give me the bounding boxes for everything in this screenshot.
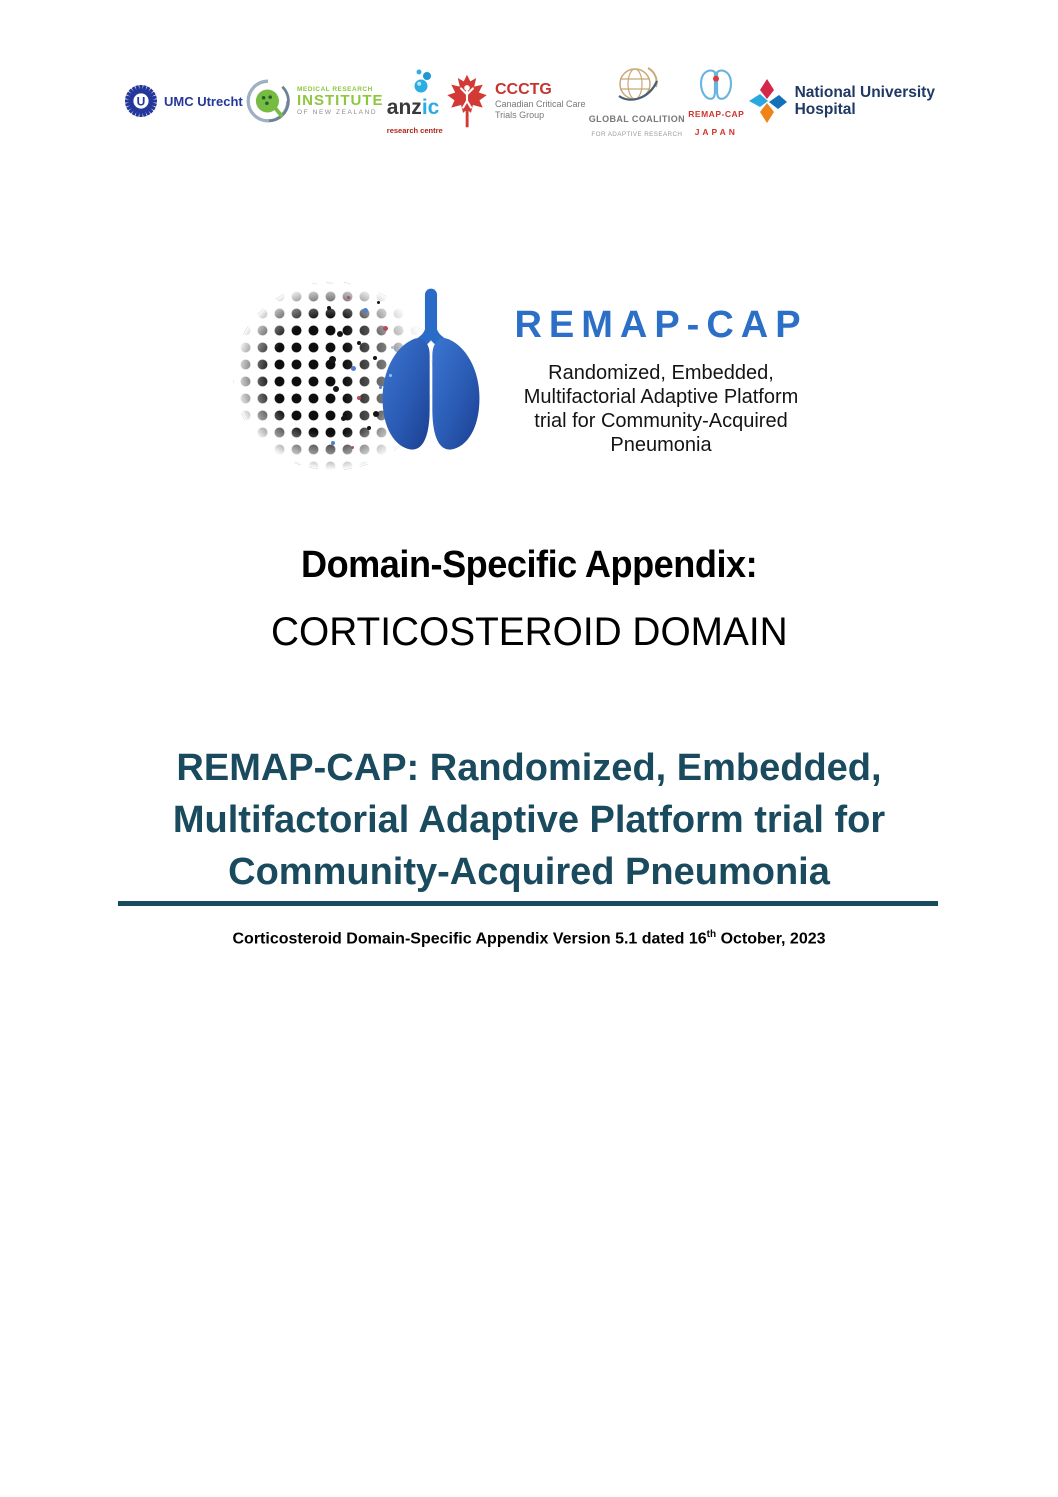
remap-cap-japan-lungs-icon: [696, 66, 736, 102]
mrinz-line3: OF NEW ZEALAND: [297, 109, 378, 117]
mrinz-swirl-icon: [246, 79, 290, 123]
nuh-pinwheel-icon: [748, 76, 788, 126]
ordinal-superscript: th: [706, 929, 717, 940]
appendix-title: Domain-Specific Appendix:: [300, 544, 758, 586]
umc-utrecht-logo: [125, 80, 243, 122]
brand-title: REMAP-CAP: [514, 304, 808, 346]
global-coalition-line2: FOR ADAPTIVE RESEARCH: [591, 130, 683, 138]
global-coalition-line1: GLOBAL COALITION: [588, 113, 686, 124]
ccctg-title: CCCTG: [494, 80, 552, 98]
nuh-logo: [748, 76, 935, 126]
global-coalition-logo: [589, 65, 685, 138]
trial-full-title: REMAP-CAP: Randomized, Embedded, Multifactorial Adaptive Platform trial for Community-Acquired Pneumonia: [172, 747, 886, 893]
anzic-subtext: research centre: [386, 125, 443, 135]
nuh-line2: Hospital: [794, 101, 856, 118]
remap-cap-japan-line2: JAPAN: [694, 126, 738, 137]
appendix-domain-title: CORTICOSTEROID DOMAIN: [270, 610, 788, 654]
brand-tagline: Randomized, Embedded, Multifactorial Adaptive Platform trial for Community-Acquired Pneumonia: [523, 362, 799, 456]
anzic-wordmark: anzic: [386, 95, 440, 119]
ccctg-maple-leaf-icon: [446, 73, 488, 129]
version-line: Corticosteroid Domain-Specific Appendix Version 5.1 dated 16th October, 2023: [232, 929, 826, 948]
globe-scatter-dots: [321, 286, 416, 468]
svg-text:U: U: [136, 94, 146, 109]
umc-utrecht-label: UMC Utrecht: [164, 93, 243, 109]
ccctg-line2: Trials Group: [494, 110, 545, 121]
partner-logo-strip: [125, 66, 935, 136]
nuh-line1: National University: [794, 83, 935, 101]
mrinz-logo: [246, 79, 384, 123]
ccctg-logo: [446, 73, 586, 129]
anzic-droplets-icon: [411, 68, 437, 94]
ccctg-line1: Canadian Critical Care: [494, 98, 586, 109]
horizontal-rule: [118, 901, 938, 906]
remap-cap-japan-logo: [688, 66, 744, 137]
umc-utrecht-star-icon: [125, 80, 157, 122]
anzic-logo: [387, 68, 443, 135]
mrinz-line2: INSTITUTE: [297, 91, 384, 109]
mrinz-line1: MEDICAL RESEARCH: [297, 85, 373, 93]
remap-cap-logo: [233, 278, 833, 488]
global-coalition-globe-icon: [614, 65, 660, 107]
remap-cap-japan-line1: REMAP-CAP: [688, 108, 745, 119]
